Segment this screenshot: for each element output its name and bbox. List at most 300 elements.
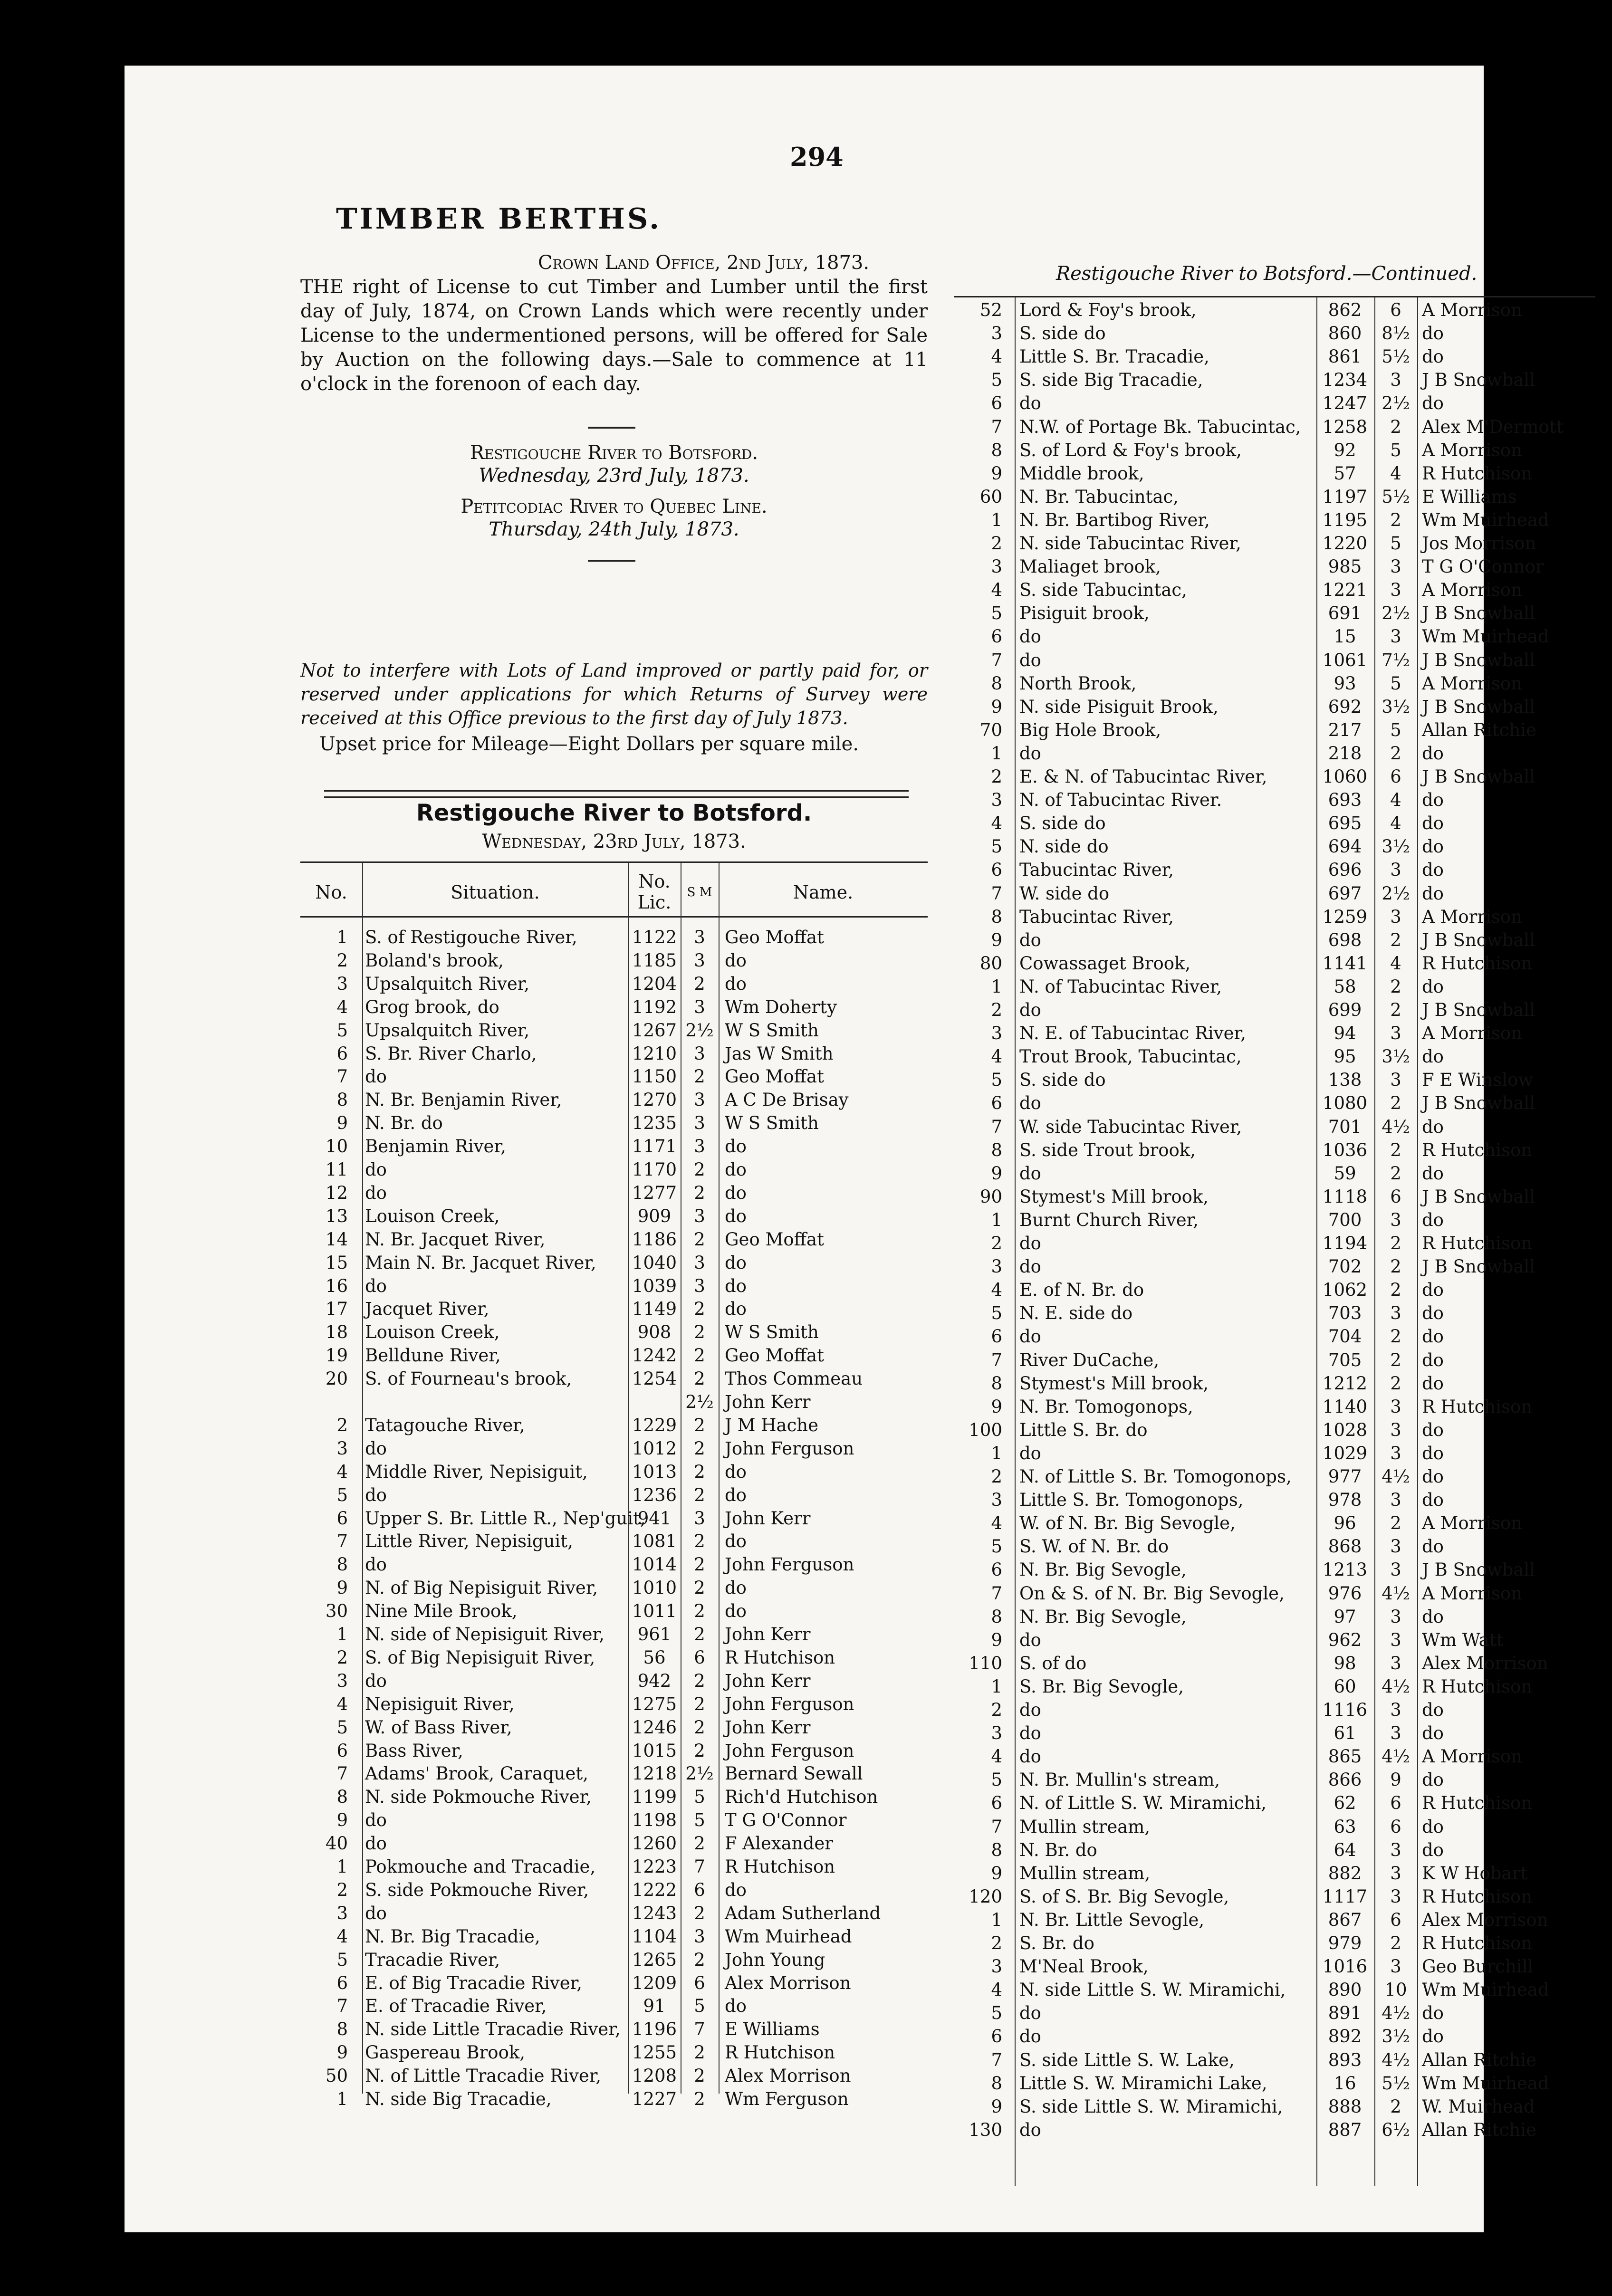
row-number: 4 bbox=[991, 1280, 1002, 1301]
row-name: R Hutchison bbox=[1422, 1139, 1533, 1160]
row-name: do bbox=[1422, 976, 1444, 997]
row-name: do bbox=[725, 1182, 747, 1203]
row-license: 1242 bbox=[632, 1345, 677, 1366]
row-situation: Jacquet River, bbox=[365, 1299, 489, 1320]
row-number: 3 bbox=[991, 1256, 1002, 1277]
row-license: 961 bbox=[637, 1624, 672, 1645]
row-name: Rich'd Hutchison bbox=[725, 1787, 878, 1808]
row-number: 6 bbox=[991, 2026, 1002, 2047]
row-number: 20 bbox=[325, 1368, 348, 1389]
row-license: 1122 bbox=[632, 927, 677, 947]
row-situation: do bbox=[1019, 1746, 1041, 1767]
row-square-miles: 2½ bbox=[1382, 393, 1410, 414]
row-number: 6 bbox=[991, 1093, 1002, 1114]
row-number: 5 bbox=[336, 1484, 348, 1505]
row-number: 9 bbox=[336, 2042, 348, 2063]
row-name: do bbox=[1422, 346, 1444, 367]
row-license: 1140 bbox=[1322, 1396, 1368, 1417]
row-square-miles: 3 bbox=[1390, 1070, 1401, 1091]
table-row bbox=[954, 2118, 1595, 2142]
row-square-miles: 2 bbox=[1390, 416, 1401, 437]
row-license: 888 bbox=[1328, 2096, 1362, 2117]
row-license: 1197 bbox=[1322, 486, 1368, 507]
row-situation: N. Br. Mullin's stream, bbox=[1019, 1770, 1220, 1790]
table-row bbox=[300, 2041, 928, 2064]
row-square-miles: 5 bbox=[1390, 533, 1401, 554]
table-row bbox=[300, 1088, 928, 1111]
row-number: 1 bbox=[991, 1676, 1002, 1697]
row-number: 70 bbox=[979, 719, 1002, 740]
row-situation: Little S. W. Miramichi Lake, bbox=[1019, 2073, 1267, 2094]
row-name: do bbox=[1422, 1723, 1444, 1744]
table-row bbox=[954, 1395, 1595, 1418]
row-license: 1258 bbox=[1322, 416, 1368, 437]
row-square-miles: 8½ bbox=[1382, 323, 1410, 344]
row-license: 1192 bbox=[632, 996, 677, 1017]
row-number: 6 bbox=[336, 1508, 348, 1529]
row-name: do bbox=[725, 1879, 747, 1900]
row-number: 3 bbox=[991, 790, 1002, 811]
row-situation: N. E. side do bbox=[1019, 1303, 1133, 1324]
row-name: John Kerr bbox=[725, 1717, 811, 1738]
row-square-miles: 9 bbox=[1390, 1770, 1401, 1790]
row-number: 3 bbox=[991, 1490, 1002, 1511]
row-situation: N. Br. Big Tracadie, bbox=[365, 1926, 540, 1947]
row-license: 698 bbox=[1328, 929, 1362, 950]
row-name: do bbox=[1422, 1209, 1444, 1230]
row-square-miles: 4 bbox=[1390, 813, 1401, 834]
row-square-miles: 2 bbox=[694, 1415, 705, 1435]
row-situation: Gaspereau Brook, bbox=[365, 2042, 526, 2063]
row-square-miles: 2 bbox=[694, 1554, 705, 1575]
row-square-miles: 2 bbox=[1390, 1093, 1401, 1114]
row-situation: S. of Big Nepisiguit River, bbox=[365, 1647, 595, 1668]
row-name: J B Snowball bbox=[1422, 1559, 1535, 1580]
row-name: John Ferguson bbox=[725, 1693, 854, 1714]
row-license: 942 bbox=[637, 1670, 672, 1691]
table-row bbox=[954, 1465, 1595, 1488]
row-number: 1 bbox=[336, 1624, 348, 1645]
table-row bbox=[300, 1181, 928, 1205]
row-number: 9 bbox=[991, 1629, 1002, 1650]
table-row bbox=[954, 1558, 1595, 1581]
row-license: 866 bbox=[1328, 1770, 1362, 1790]
page bbox=[125, 66, 1564, 2232]
row-number: 90 bbox=[979, 1186, 1002, 1207]
header-lic: No. Lic. bbox=[637, 871, 672, 913]
table-row bbox=[954, 1932, 1595, 1955]
row-situation: Middle River, Nepisiguit, bbox=[365, 1461, 588, 1482]
row-name: J B Snowball bbox=[1422, 696, 1535, 717]
table-row bbox=[954, 858, 1595, 881]
divider bbox=[588, 427, 635, 429]
row-square-miles: 2 bbox=[1390, 1933, 1401, 1953]
row-name: do bbox=[725, 1252, 747, 1273]
row-situation: Mullin stream, bbox=[1019, 1816, 1151, 1837]
table-row bbox=[300, 1669, 928, 1693]
row-name: E Williams bbox=[725, 2019, 820, 2040]
row-license: 868 bbox=[1328, 1536, 1362, 1557]
row-situation: Big Hole Brook, bbox=[1019, 719, 1161, 740]
row-situation: N. Br. do bbox=[1019, 1839, 1097, 1860]
row-number: 50 bbox=[325, 2066, 348, 2086]
table-row bbox=[954, 695, 1595, 718]
table-row bbox=[954, 1768, 1595, 1791]
row-license: 1185 bbox=[632, 950, 677, 971]
row-name: Alex Morrison bbox=[1422, 1909, 1548, 1930]
row-number: 60 bbox=[979, 486, 1002, 507]
row-square-miles: 3 bbox=[694, 1508, 705, 1529]
row-number: 2 bbox=[991, 1466, 1002, 1487]
row-name: do bbox=[725, 1461, 747, 1482]
double-rule bbox=[324, 790, 909, 798]
table-row bbox=[300, 949, 928, 972]
row-square-miles: 2 bbox=[694, 1345, 705, 1366]
row-license: 861 bbox=[1328, 346, 1362, 367]
row-square-miles: 2½ bbox=[685, 1763, 714, 1784]
row-name: Wm Watt bbox=[1422, 1629, 1504, 1650]
row-name: W S Smith bbox=[725, 1020, 819, 1041]
row-number: 3 bbox=[336, 1670, 348, 1691]
row-name: John Ferguson bbox=[725, 1438, 854, 1459]
row-square-miles: 3 bbox=[694, 927, 705, 947]
row-number: 5 bbox=[336, 1020, 348, 1041]
table-row bbox=[954, 1045, 1595, 1068]
row-number: 2 bbox=[991, 1700, 1002, 1720]
row-name: Bernard Sewall bbox=[725, 1763, 863, 1784]
row-number: 2 bbox=[991, 1000, 1002, 1020]
row-square-miles: 3 bbox=[1390, 1536, 1401, 1557]
row-name: Thos Commeau bbox=[725, 1368, 863, 1389]
row-license: 1029 bbox=[1322, 1443, 1368, 1464]
table-row bbox=[954, 882, 1595, 905]
row-situation: Trout Brook, Tabucintac, bbox=[1019, 1046, 1242, 1067]
row-situation: N. Br. do bbox=[365, 1113, 443, 1134]
table-row bbox=[300, 1390, 928, 1414]
row-license: 1196 bbox=[632, 2019, 677, 2040]
row-number: 2 bbox=[991, 766, 1002, 787]
row-number: 9 bbox=[991, 463, 1002, 484]
row-license: 976 bbox=[1328, 1583, 1362, 1604]
row-situation: S. of S. Br. Big Sevogle, bbox=[1019, 1886, 1229, 1907]
row-situation: S. side Big Tracadie, bbox=[1019, 370, 1203, 391]
header-bottom-rule bbox=[300, 916, 928, 918]
row-name: J B Snowball bbox=[1422, 1186, 1535, 1207]
row-situation: do bbox=[1019, 1700, 1041, 1720]
row-situation: E. of N. Br. do bbox=[1019, 1280, 1144, 1301]
row-situation: do bbox=[365, 1438, 387, 1459]
row-name: do bbox=[1422, 1490, 1444, 1511]
row-situation: Boland's brook, bbox=[365, 950, 504, 971]
row-situation: Upsalquitch River, bbox=[365, 973, 530, 994]
table-row bbox=[300, 1019, 928, 1042]
table-row bbox=[954, 1488, 1595, 1512]
row-license: 882 bbox=[1328, 1863, 1362, 1884]
row-name: Alex M'Dermott bbox=[1422, 416, 1564, 437]
row-number: 14 bbox=[325, 1229, 348, 1250]
table-row bbox=[954, 1138, 1595, 1162]
row-situation: S. side do bbox=[1019, 323, 1106, 344]
row-situation: S. side Little S. W. Lake, bbox=[1019, 2049, 1235, 2070]
page-title: TIMBER BERTHS. bbox=[336, 202, 662, 236]
row-name: Jas W Smith bbox=[725, 1043, 834, 1064]
row-number: 5 bbox=[991, 370, 1002, 391]
row-square-miles: 2 bbox=[1390, 1349, 1401, 1370]
row-license: 1195 bbox=[1322, 509, 1368, 530]
row-number: 11 bbox=[325, 1159, 348, 1180]
row-situation: do bbox=[1019, 1163, 1041, 1184]
sale-route-2: Petitcodiac River to Quebec Line. bbox=[461, 496, 768, 517]
row-square-miles: 6 bbox=[1390, 766, 1401, 787]
row-square-miles: 2 bbox=[1390, 929, 1401, 950]
row-license: 909 bbox=[637, 1205, 672, 1226]
divider bbox=[588, 560, 635, 562]
row-name: Allan Ritchie bbox=[1422, 2119, 1536, 2140]
row-license: 1222 bbox=[632, 1879, 677, 1900]
table-row bbox=[300, 926, 928, 949]
row-square-miles: 2 bbox=[694, 1229, 705, 1250]
table-row bbox=[954, 1185, 1595, 1208]
table-row bbox=[954, 788, 1595, 812]
row-number: 17 bbox=[325, 1299, 348, 1320]
row-number: 2 bbox=[991, 533, 1002, 554]
row-number: 5 bbox=[991, 603, 1002, 624]
row-license: 1028 bbox=[1322, 1419, 1368, 1440]
row-number: 1 bbox=[991, 1209, 1002, 1230]
row-situation: W. of Bass River, bbox=[365, 1717, 512, 1738]
row-number: 5 bbox=[991, 2003, 1002, 2024]
row-situation: S. Br. River Charlo, bbox=[365, 1043, 537, 1064]
row-square-miles: 4 bbox=[1390, 790, 1401, 811]
row-license: 1014 bbox=[632, 1554, 677, 1575]
row-license: 1199 bbox=[632, 1787, 677, 1808]
row-name: do bbox=[725, 1601, 747, 1622]
row-situation: Tracadie River, bbox=[365, 1949, 500, 1970]
row-square-miles: 4½ bbox=[1382, 1583, 1410, 1604]
row-square-miles: 6 bbox=[694, 1879, 705, 1900]
row-license: 1255 bbox=[632, 2042, 677, 2063]
row-square-miles: 2 bbox=[694, 1461, 705, 1482]
row-license: 1061 bbox=[1322, 650, 1368, 670]
row-name: R Hutchison bbox=[1422, 1233, 1533, 1253]
row-situation: N. of Big Nepisiguit River, bbox=[365, 1578, 598, 1598]
row-license: 908 bbox=[637, 1322, 672, 1343]
row-situation: N. side of Nepisiguit River, bbox=[365, 1624, 604, 1645]
row-license: 692 bbox=[1328, 696, 1362, 717]
row-name: T G O'Connor bbox=[1422, 556, 1544, 577]
table-row bbox=[300, 1158, 928, 1181]
row-square-miles: 3 bbox=[1390, 1209, 1401, 1230]
row-license: 1223 bbox=[632, 1856, 677, 1877]
row-square-miles: 6 bbox=[694, 1972, 705, 1993]
row-square-miles: 3 bbox=[694, 1090, 705, 1110]
row-square-miles: 2½ bbox=[685, 1392, 714, 1412]
row-square-miles: 4½ bbox=[1382, 2003, 1410, 2024]
table-row bbox=[954, 998, 1595, 1022]
row-number: 6 bbox=[991, 1793, 1002, 1814]
table-row bbox=[954, 439, 1595, 462]
row-license: 891 bbox=[1328, 2003, 1362, 2024]
row-situation: do bbox=[1019, 626, 1041, 647]
row-name: do bbox=[1422, 1046, 1444, 1067]
row-situation: N. side do bbox=[1019, 836, 1109, 857]
row-name: J B Snowball bbox=[1422, 766, 1535, 787]
row-number: 10 bbox=[325, 1136, 348, 1157]
upset-price: Upset price for Mileage—Eight Dollars per square mile. bbox=[319, 733, 859, 755]
row-name: J B Snowball bbox=[1422, 370, 1535, 391]
row-square-miles: 2 bbox=[694, 1624, 705, 1645]
row-name: J B Snowball bbox=[1422, 929, 1535, 950]
row-license: 978 bbox=[1328, 1490, 1362, 1511]
row-square-miles: 4½ bbox=[1382, 1116, 1410, 1137]
row-situation: Stymest's Mill brook, bbox=[1019, 1186, 1209, 1207]
section-title: Restigouche River to Botsford. bbox=[416, 800, 812, 826]
row-license: 1118 bbox=[1322, 1186, 1368, 1207]
table-row bbox=[300, 1855, 928, 1878]
row-square-miles: 3 bbox=[1390, 1419, 1401, 1440]
row-name: F Alexander bbox=[725, 1833, 833, 1854]
table-row bbox=[954, 555, 1595, 578]
row-situation: do bbox=[1019, 1233, 1041, 1253]
row-number: 7 bbox=[991, 650, 1002, 670]
table-row bbox=[300, 1646, 928, 1669]
row-license: 58 bbox=[1334, 976, 1356, 997]
row-square-miles: 3 bbox=[1390, 556, 1401, 577]
row-situation: N. Br. Benjamin River, bbox=[365, 1090, 562, 1110]
row-number: 6 bbox=[991, 626, 1002, 647]
row-square-miles: 2 bbox=[1390, 509, 1401, 530]
row-square-miles: 2 bbox=[694, 1693, 705, 1714]
row-license: 699 bbox=[1328, 1000, 1362, 1020]
row-name: A Morrison bbox=[1422, 906, 1522, 927]
row-number: 1 bbox=[991, 743, 1002, 764]
row-license: 1260 bbox=[632, 1833, 677, 1854]
row-square-miles: 3 bbox=[1390, 1023, 1401, 1044]
table-row bbox=[300, 1205, 928, 1228]
row-situation: do bbox=[1019, 2119, 1041, 2140]
row-name: do bbox=[1422, 1373, 1444, 1394]
row-situation: N.W. of Portage Bk. Tabucintac, bbox=[1019, 416, 1301, 437]
row-square-miles: 4½ bbox=[1382, 1466, 1410, 1487]
row-name: do bbox=[1422, 1349, 1444, 1370]
row-name: do bbox=[725, 1996, 747, 2017]
row-number: 15 bbox=[325, 1252, 348, 1273]
row-square-miles: 3 bbox=[694, 996, 705, 1017]
row-situation: do bbox=[365, 1670, 387, 1691]
row-situation: Cowassaget Brook, bbox=[1019, 953, 1191, 974]
row-situation: Mullin stream, bbox=[1019, 1863, 1151, 1884]
row-situation: do bbox=[1019, 2026, 1041, 2047]
row-license: 1117 bbox=[1322, 1886, 1368, 1907]
row-situation: do bbox=[1019, 1443, 1041, 1464]
row-square-miles: 2 bbox=[694, 1601, 705, 1622]
row-number: 2 bbox=[336, 950, 348, 971]
row-situation: do bbox=[365, 1066, 387, 1087]
row-situation: S. of Fourneau's brook, bbox=[365, 1368, 572, 1389]
row-name: do bbox=[1422, 323, 1444, 344]
row-license: 1243 bbox=[632, 1903, 677, 1923]
row-number: 5 bbox=[991, 1536, 1002, 1557]
row-license: 1265 bbox=[632, 1949, 677, 1970]
row-license: 1267 bbox=[632, 1020, 677, 1041]
row-square-miles: 3 bbox=[694, 950, 705, 971]
row-number: 19 bbox=[325, 1345, 348, 1366]
row-number: 100 bbox=[969, 1419, 1002, 1440]
row-number: 4 bbox=[336, 1926, 348, 1947]
row-license: 1259 bbox=[1322, 906, 1368, 927]
row-name: T G O'Connor bbox=[725, 1810, 847, 1831]
row-number: 9 bbox=[336, 1578, 348, 1598]
row-situation: Pokmouche and Tracadie, bbox=[365, 1856, 596, 1877]
row-situation: W. of N. Br. Big Sevogle, bbox=[1019, 1513, 1236, 1534]
row-number: 18 bbox=[325, 1322, 348, 1343]
row-number: 4 bbox=[991, 1746, 1002, 1767]
row-square-miles: 5 bbox=[694, 1810, 705, 1831]
table-row bbox=[300, 1228, 928, 1251]
row-number: 5 bbox=[336, 1949, 348, 1970]
row-license: 892 bbox=[1328, 2026, 1362, 2047]
row-number: 110 bbox=[969, 1653, 1002, 1674]
table-row bbox=[954, 765, 1595, 788]
row-license: 1229 bbox=[632, 1415, 677, 1435]
row-square-miles: 6 bbox=[1390, 1186, 1401, 1207]
row-name: R Hutchison bbox=[725, 1856, 835, 1877]
row-situation: N. of Little Tracadie River, bbox=[365, 2066, 602, 2086]
row-situation: N. Br. Big Sevogle, bbox=[1019, 1606, 1187, 1627]
row-situation: do bbox=[1019, 650, 1041, 670]
row-square-miles: 3 bbox=[694, 1113, 705, 1134]
row-license: 1246 bbox=[632, 1717, 677, 1738]
row-situation: Stymest's Mill brook, bbox=[1019, 1373, 1209, 1394]
table-row bbox=[300, 1808, 928, 1832]
row-license: 1149 bbox=[632, 1299, 677, 1320]
row-situation: S. side do bbox=[1019, 813, 1106, 834]
table-row bbox=[954, 2072, 1595, 2095]
row-situation: River DuCache, bbox=[1019, 1349, 1160, 1370]
table-row bbox=[954, 508, 1595, 532]
dateline: Crown Land Office, 2nd July, 1873. bbox=[538, 252, 870, 274]
row-number: 6 bbox=[991, 860, 1002, 880]
row-license: 1171 bbox=[632, 1136, 677, 1157]
row-name: do bbox=[1422, 1770, 1444, 1790]
row-name: Alex Morrison bbox=[1422, 1653, 1548, 1674]
table-row bbox=[954, 415, 1595, 439]
table-row bbox=[954, 1838, 1595, 1862]
row-number: 8 bbox=[991, 1839, 1002, 1860]
row-situation: E. of Big Tracadie River, bbox=[365, 1972, 582, 1993]
row-name: R Hutchison bbox=[1422, 1676, 1533, 1697]
row-number: 30 bbox=[325, 1601, 348, 1622]
row-square-miles: 2 bbox=[1390, 1326, 1401, 1347]
row-license: 91 bbox=[643, 1996, 666, 2017]
row-license: 1011 bbox=[632, 1601, 677, 1622]
table-row bbox=[954, 298, 1595, 322]
table-row bbox=[954, 602, 1595, 625]
table-row bbox=[954, 625, 1595, 648]
row-number: 8 bbox=[991, 673, 1002, 694]
row-name: Alex Morrison bbox=[725, 1972, 851, 1993]
row-name: A Morrison bbox=[1422, 1513, 1522, 1534]
row-license: 693 bbox=[1328, 790, 1362, 811]
row-square-miles: 2 bbox=[1390, 976, 1401, 997]
row-license: 1247 bbox=[1322, 393, 1368, 414]
intro-paragraph: THE right of License to cut Timber and Lumber until the first day of July, 1874, on Crown Lands which were recently under License to the undermentioned persons, will be offered for Sale by Auction on the following days.—Sale to commence at 11 o'clock in the forenoon of each day. bbox=[300, 276, 928, 395]
row-situation: Pisiguit brook, bbox=[1019, 603, 1150, 624]
row-square-miles: 4 bbox=[1390, 463, 1401, 484]
row-situation: do bbox=[1019, 1256, 1041, 1277]
row-license: 1277 bbox=[632, 1182, 677, 1203]
row-square-miles: 2 bbox=[694, 1578, 705, 1598]
